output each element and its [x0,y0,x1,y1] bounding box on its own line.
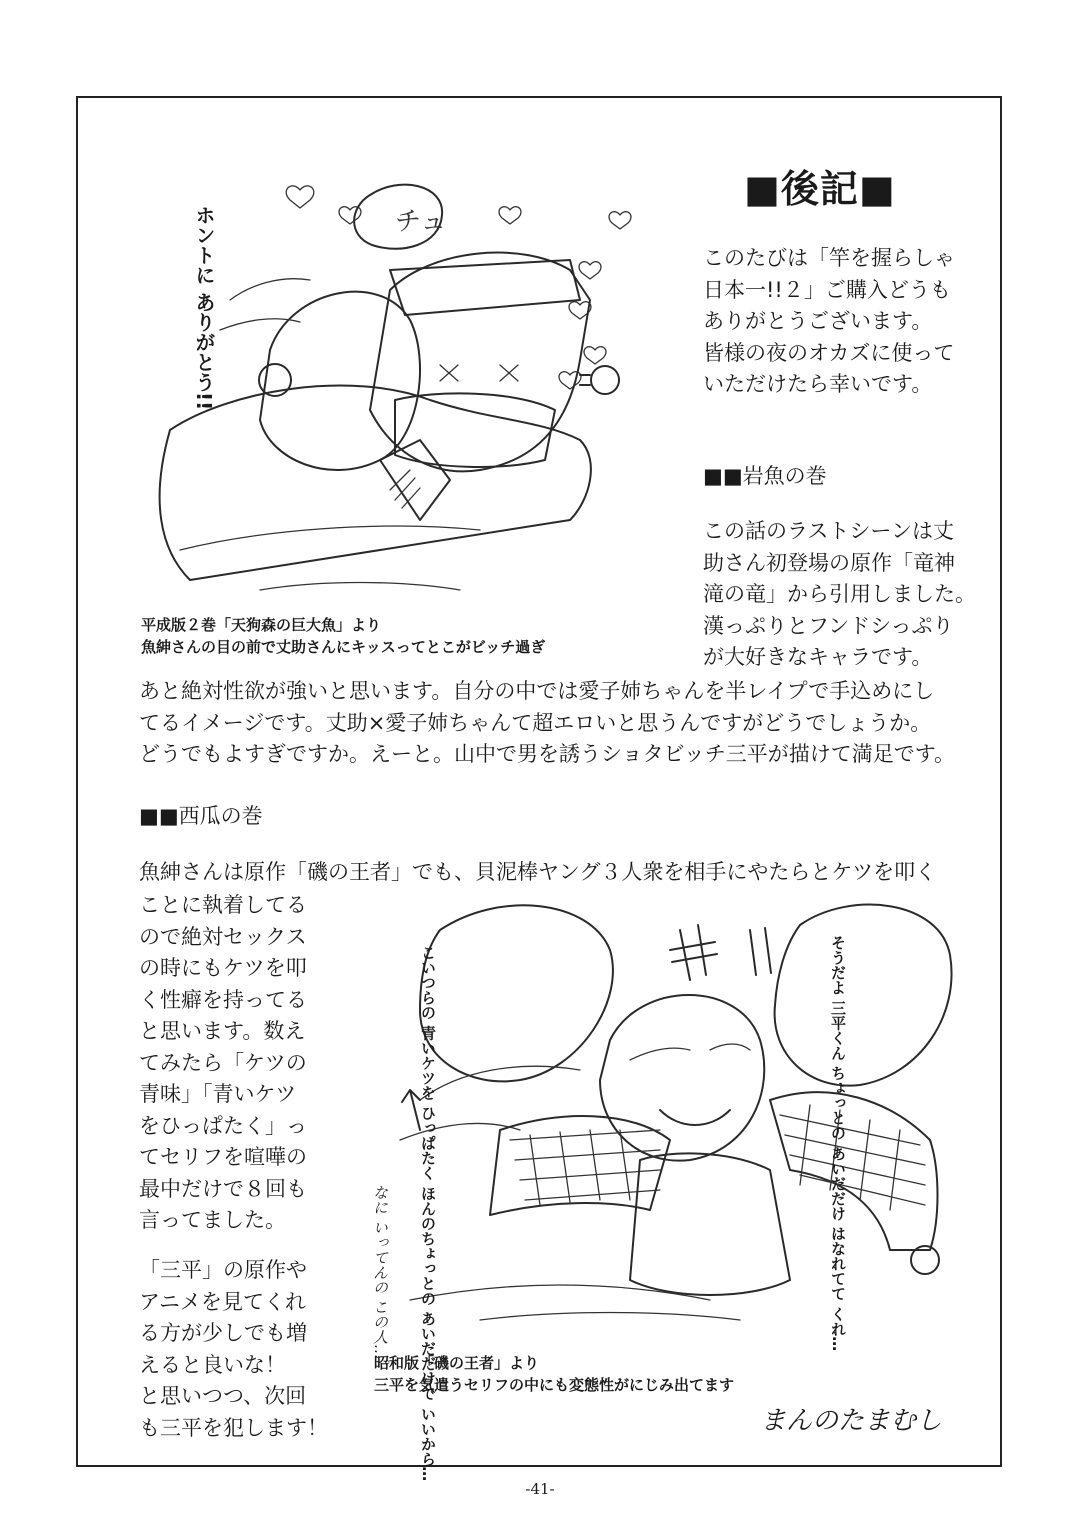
page-title: ■後記■ [744,167,896,211]
intro-line: ありがとうございます。 [703,309,933,333]
section2-line: ので絶対セックス [139,924,307,949]
section1-line: この話のラストシーンは丈 [703,519,954,543]
bubble-text: チュ [395,207,447,237]
section2-full-line: 魚紳さんは原作「磯の王者」でも、貝泥棒ヤング３人衆を相手にやたらとケツを叩く [139,860,937,884]
section1-full-line: どうでもよすぎですか。えーと。山中で男を誘うショタビッチ三平が描けて満足です。 [139,742,956,766]
intro-line: 日本一!!２」ご購入どうも [703,277,951,302]
caption2-line2: 三平を気遣うセリフの中にも変態性がにじみ出てます [374,1376,735,1394]
section1-heading: ■■岩魚の巻 [703,464,827,488]
section2-left-text [139,890,307,1237]
illustration-kiss [140,170,700,610]
speech-right: そうだよ 三平くん ちょっとの あいだだけ はなれてて くれ… [829,935,847,1352]
speech-thanks: ホントに ありがとう!! [192,205,216,411]
signature: まんのたまむし [760,1406,943,1436]
intro-line: このたびは「竿を握らしゃ [703,246,955,270]
section2-line: 言ってました。 [139,1208,286,1232]
closing-line: えると良いな！ [139,1352,286,1377]
section1-full-text [139,676,955,771]
intro-line: いただけたら幸いです。 [703,372,933,396]
caption2-line1: 昭和版「磯の王者」より [374,1354,540,1372]
intro-text [703,243,955,401]
section2-line: てセリフを喧嘩の [139,1145,307,1169]
section1-line: 助さん初登場の原作「竜神 [703,550,955,575]
section2-line: 青味」「青いケツ [139,1082,297,1106]
section1-line: 滝の竜」から引用しました。 [703,582,976,606]
section1-right-text [703,516,976,674]
section1-full-line: てるイメージです。丈助×愛子姉ちゃんて超エロいと思うんですがどうでしょうか。 [139,710,932,735]
section1-line: 漢っぷりとフンドシっぷり [703,613,954,638]
page-number: -41- [525,1480,555,1498]
caption1-line1: 平成版２巻「天狗森の巨大魚」より [141,616,382,634]
section2-line: く性癖を持ってる [139,987,307,1012]
section2-line: てみたら「ケツの [139,1050,307,1075]
speech-left: こいつらの 青いケツを ひっぱたく ほんのちょっとの あいだだけで いいから… [419,945,437,1482]
closing-line: る方が少しでも増 [139,1321,307,1345]
closing-line: アニメを見てくれ [139,1289,306,1314]
closing-line: と思いつつ、次回 [139,1384,307,1408]
intro-line: 皆様の夜のオカズに使って [703,340,955,365]
aside-text: なに いってんの この人…。 [371,1185,389,1375]
caption1-line2: 魚紳さんの目の前で丈助さんにキッスってとこがビッチ過ぎ [141,638,546,656]
section2-heading: ■■西瓜の巻 [139,804,263,828]
section2-line: と思います。数え [139,1019,306,1043]
section2-line: の時にもケツを叩 [139,956,307,980]
section2-line: 最中だけで８回も [139,1176,307,1201]
closing-line: 「三平」の原作や [139,1258,307,1282]
section1-line: が大好きなキャラです。 [703,645,933,669]
closing-text [139,1255,328,1444]
section1-full-line: あと絶対性欲が強いと思います。自分の中では愛子姉ちゃんを半レイプで手込めにし [139,679,935,703]
closing-line: も三平を犯します！ [139,1415,328,1440]
section2-line: ことに執着してる [139,893,307,917]
section2-line: をひっぱたく」っ [139,1113,307,1138]
